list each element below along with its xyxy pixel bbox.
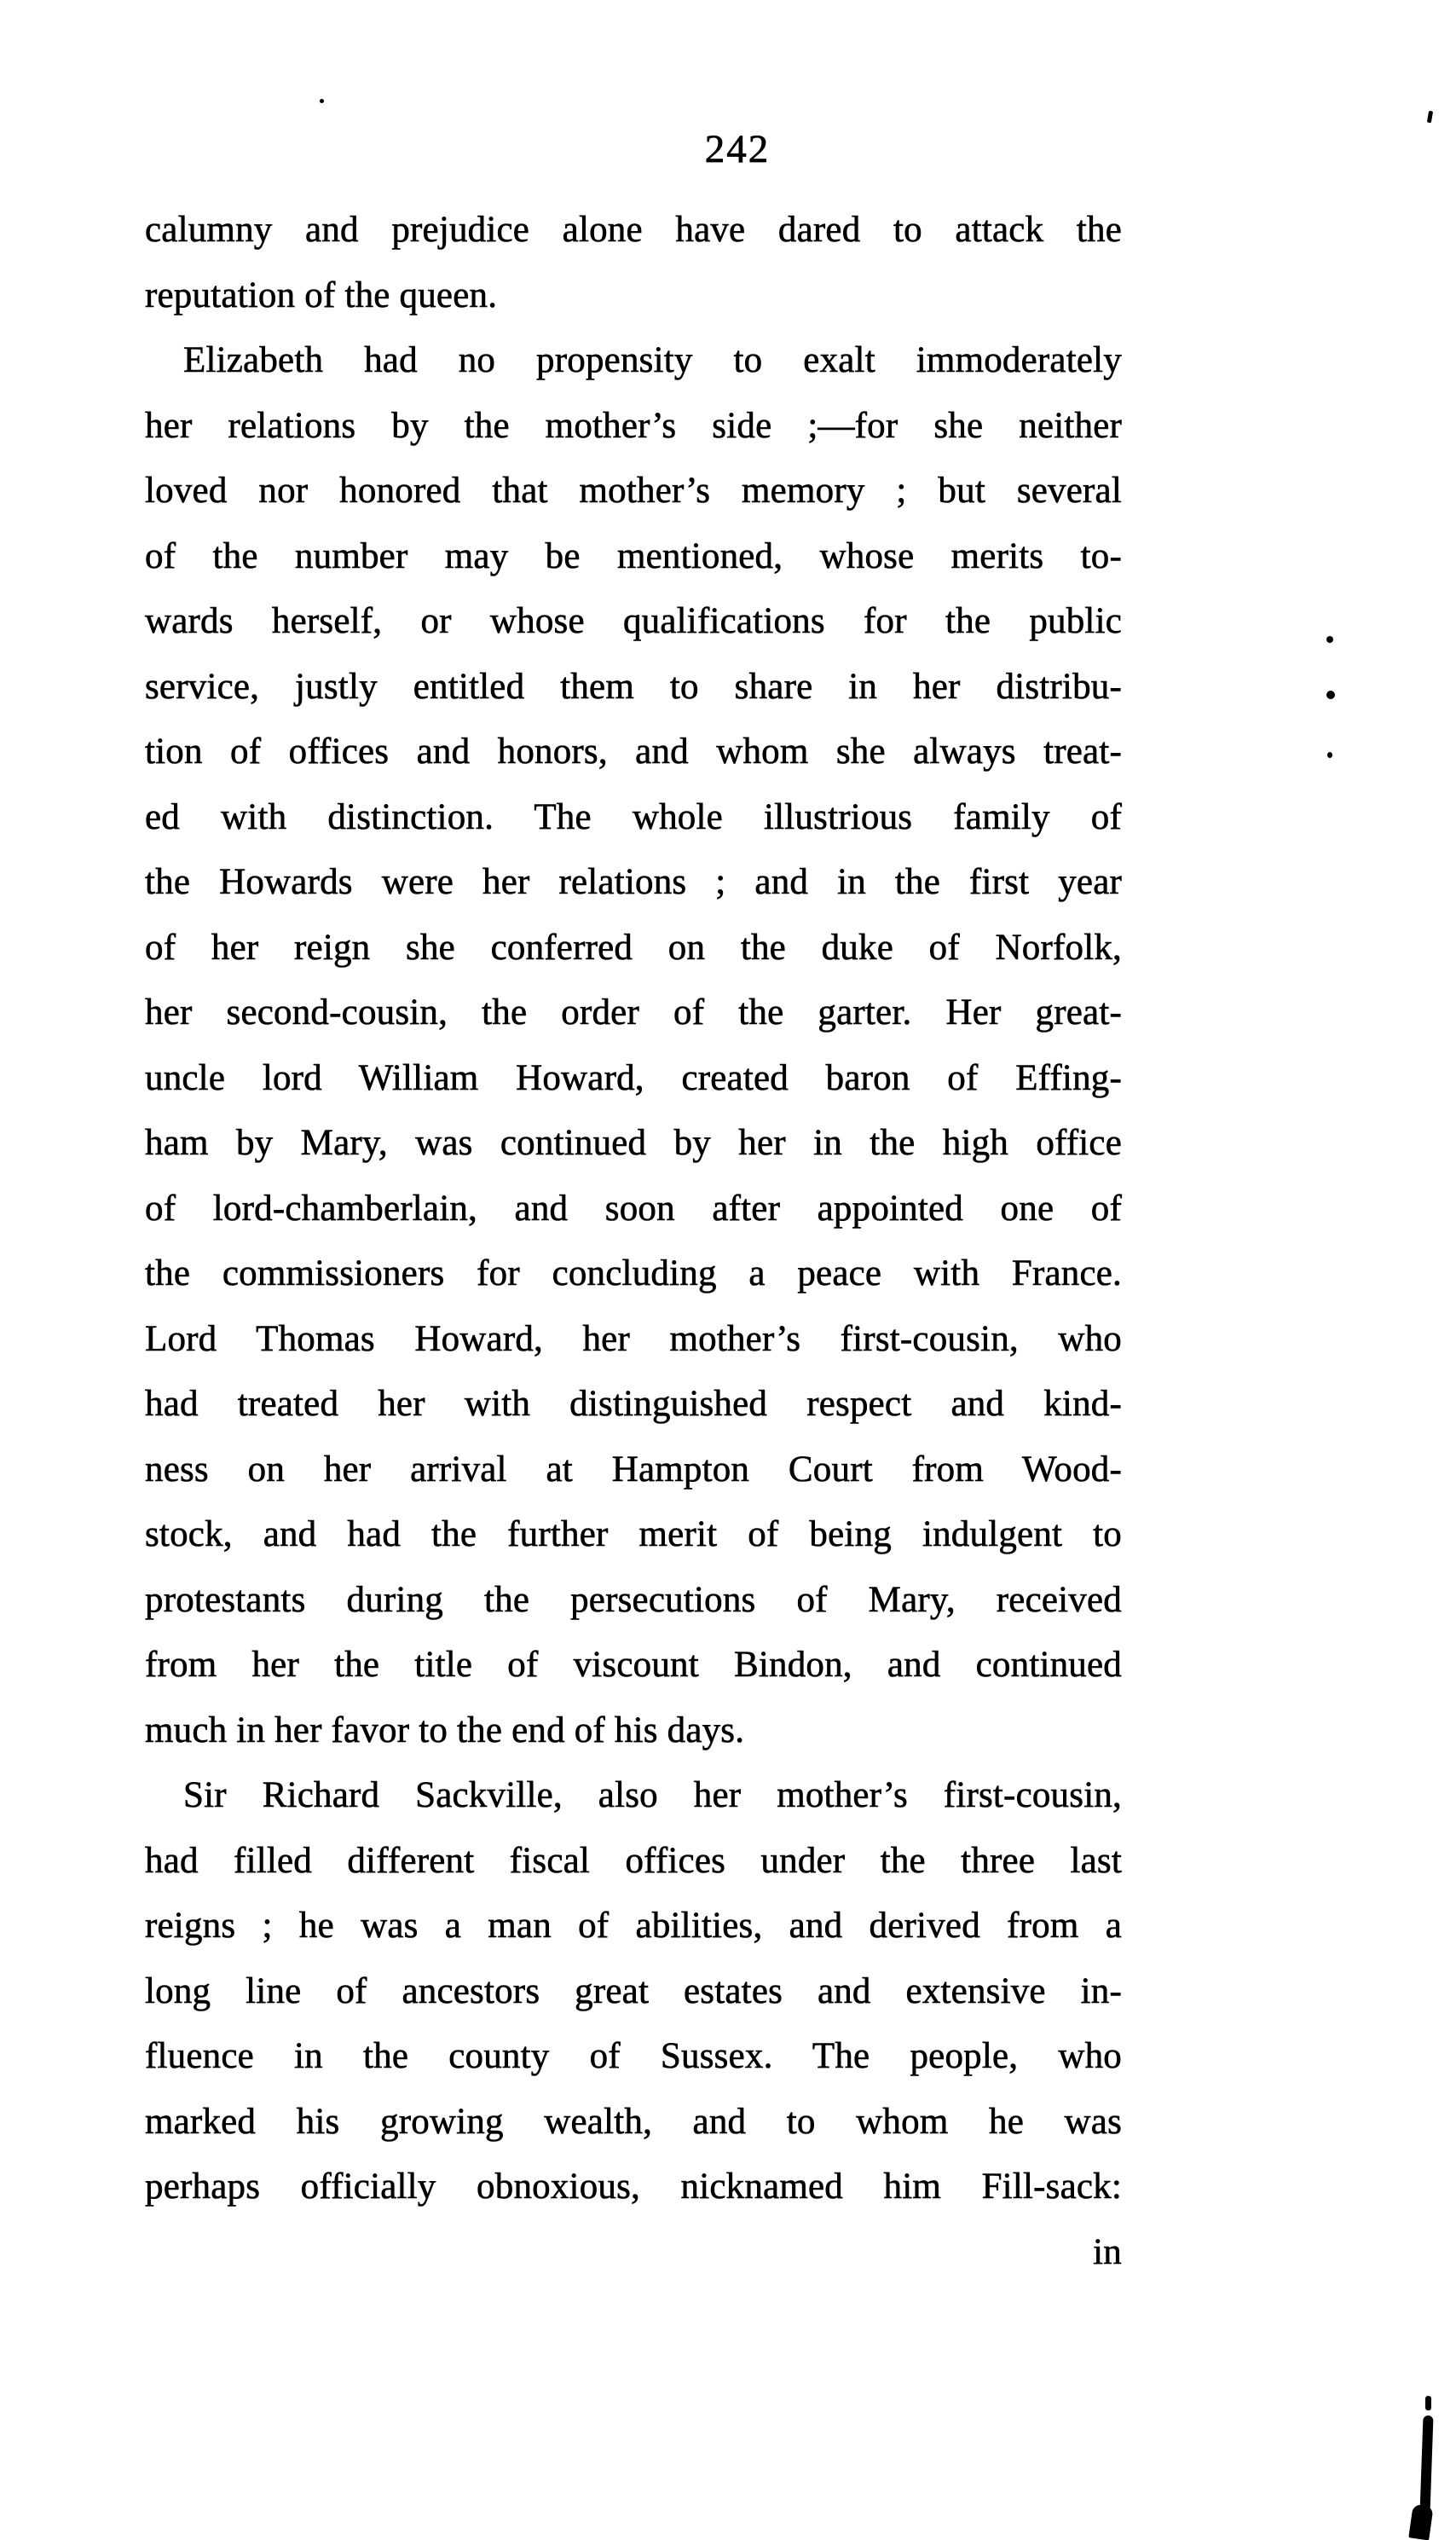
ink-speck	[1326, 691, 1335, 699]
text-line: reigns ; he was a man of abilities, and derived from a	[145, 1906, 1122, 1946]
text-line: Lord Thomas Howard, her mother’s first-cousin, who	[145, 1318, 1122, 1359]
text-line: had treated her with distinguished respect and kind-	[145, 1384, 1122, 1424]
ink-blot	[1425, 2396, 1431, 2410]
body-text	[145, 198, 1122, 2285]
text-line: reputation of the queen.	[145, 275, 498, 315]
text-line: her relations by the mother’s side ;—for she neither	[145, 405, 1122, 446]
text-line: marked his growing wealth, and to whom he was	[145, 2101, 1122, 2142]
text-line: uncle lord William Howard, created baron of Effing-	[145, 1057, 1122, 1098]
ink-speck	[1427, 111, 1433, 124]
text-line: ed with distinction. The whole illustrious family of	[145, 796, 1122, 837]
catchword: in	[1093, 2231, 1122, 2272]
ink-speck	[320, 99, 324, 103]
text-line: of lord-chamberlain, and soon after appointed one of	[145, 1188, 1122, 1229]
text-line: stock, and had the further merit of being indulgent to	[145, 1514, 1122, 1554]
text-line: loved nor honored that mother’s memory ; but several	[145, 471, 1122, 511]
ink-speck	[1327, 752, 1332, 758]
text-line: much in her favor to the end of his days.	[145, 1710, 745, 1750]
text-line: of the number may be mentioned, whose merits to-	[145, 535, 1122, 576]
text-line: protestants during the persecutions of Mary, received	[145, 1579, 1122, 1620]
ink-speck	[1326, 636, 1333, 643]
text-line: Elizabeth had no propensity to exalt immoderately	[183, 340, 1122, 380]
text-line: from her the title of viscount Bindon, and continued	[145, 1645, 1122, 1685]
text-line: ness on her arrival at Hampton Court from Wood-	[145, 1449, 1122, 1490]
text-line: service, justly entitled them to share in her distribu-	[145, 666, 1122, 707]
text-line: had filled different fiscal offices under the three last	[145, 1840, 1122, 1881]
text-line: calumny and prejudice alone have dared to attack the	[145, 210, 1122, 250]
text-line: wards herself, or whose qualifications for the public	[145, 601, 1122, 641]
text-line: fluence in the county of Sussex. The people, who	[145, 2036, 1122, 2076]
text-line: the commissioners for concluding a peace with France.	[145, 1253, 1122, 1293]
page-number: 242	[704, 127, 771, 171]
text-line: perhaps officially obnoxious, nicknamed him Fill-sack:	[145, 2167, 1122, 2207]
text-line: ham by Mary, was continued by her in the high office	[145, 1123, 1122, 1163]
text-line: the Howards were her relations ; and in the first year	[145, 862, 1122, 902]
text-line: her second-cousin, the order of the garter. Her great-	[145, 992, 1122, 1033]
text-line: of her reign she conferred on the duke of Norfolk,	[145, 927, 1122, 968]
text-line: Sir Richard Sackville, also her mother’s first-cousin,	[183, 1775, 1122, 1815]
text-line: tion of offices and honors, and whom she always treat-	[145, 732, 1122, 772]
text-line: long line of ancestors great estates and extensive in-	[145, 1970, 1122, 2011]
ink-blot	[1408, 2504, 1433, 2540]
